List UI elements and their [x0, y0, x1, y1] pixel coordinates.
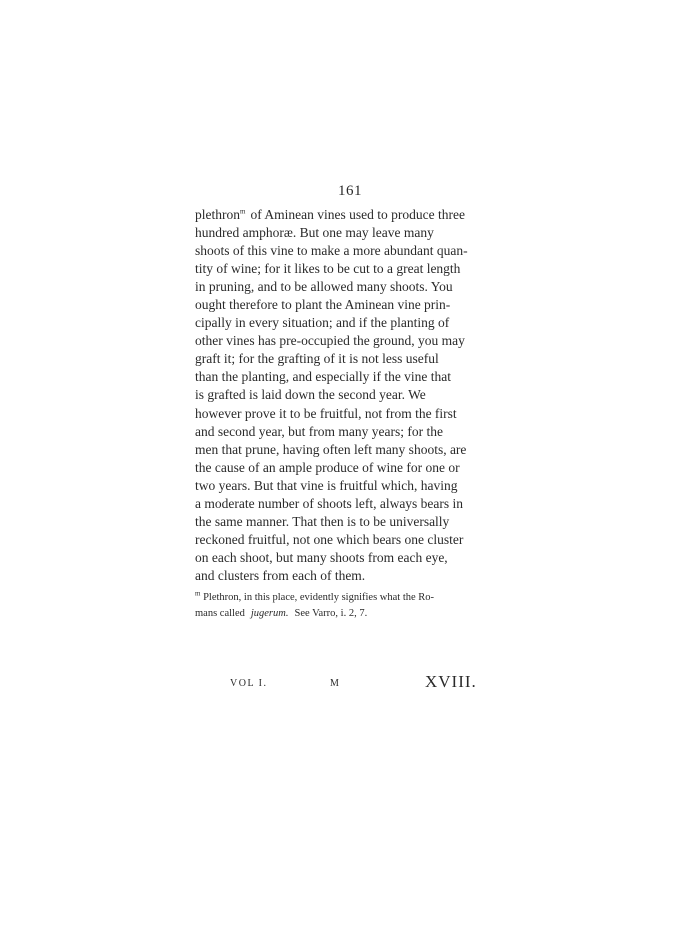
text-line: on each shoot, but many shoots from each eye,: [195, 549, 448, 565]
text-line-1-start: plethron$^m$: [195, 207, 246, 222]
text-line: shoots of this vine to make a more abundant quan-: [195, 243, 468, 259]
page-footer: [0, 672, 700, 696]
signature-mark: M: [330, 678, 339, 689]
footnote-line-1: $^m$ Plethron, in this place, evidently signifies what the Ro-: [195, 589, 435, 603]
footnote-mark: m: [240, 207, 246, 216]
text-line: however prove it to be fruitful, not from the first: [195, 405, 457, 421]
text-line: than the planting, and especially if the vine that: [195, 369, 452, 385]
text-line: other vines has pre-occupied the ground, you may: [195, 333, 465, 349]
text-line: a moderate number of shoots left, always bears in: [195, 495, 464, 511]
text-line: graft it; for the grafting of it is not less useful: [195, 351, 439, 367]
footnote-line-2: mans called jugerum. See Varro, i. 2, 7.: [195, 606, 465, 622]
text-line: cipally in every situation; and if the planting of: [195, 315, 450, 331]
text-line: reckoned fruitful, not one which bears one cluster: [195, 531, 464, 547]
footnote-italic: jugerum.: [250, 608, 289, 619]
text-line-1: [195, 206, 465, 224]
volume-label: VOL I.: [230, 678, 268, 689]
footnote-marker: m: [195, 589, 201, 598]
text-line-1-rest: of Aminean vines used to produce three: [250, 207, 465, 222]
text-line: is grafted is laid down the second year. We: [195, 387, 426, 403]
footnote: [195, 590, 465, 622]
text-line: men that prune, having often left many shoots, are: [195, 441, 467, 457]
page-number: 161: [338, 183, 362, 199]
text-line: tity of wine; for it likes to be cut to a great length: [195, 261, 461, 277]
text-line: in pruning, and to be allowed many shoots. You: [195, 279, 453, 295]
body-text: [195, 206, 468, 585]
text-line: the cause of an ample produce of wine for one or: [195, 459, 460, 475]
text-line-last: and clusters from each of them.: [195, 567, 366, 583]
text-line: hundred amphoræ. But one may leave many: [195, 225, 434, 241]
text-line: two years. But that vine is fruitful which, having: [195, 477, 458, 493]
text-line: and second year, but from many years; for the: [195, 423, 443, 439]
text-line: the same manner. That then is to be universally: [195, 513, 450, 529]
text-line: ought therefore to plant the Aminean vine prin-: [195, 297, 451, 313]
section-numeral: XVIII.: [425, 672, 477, 691]
